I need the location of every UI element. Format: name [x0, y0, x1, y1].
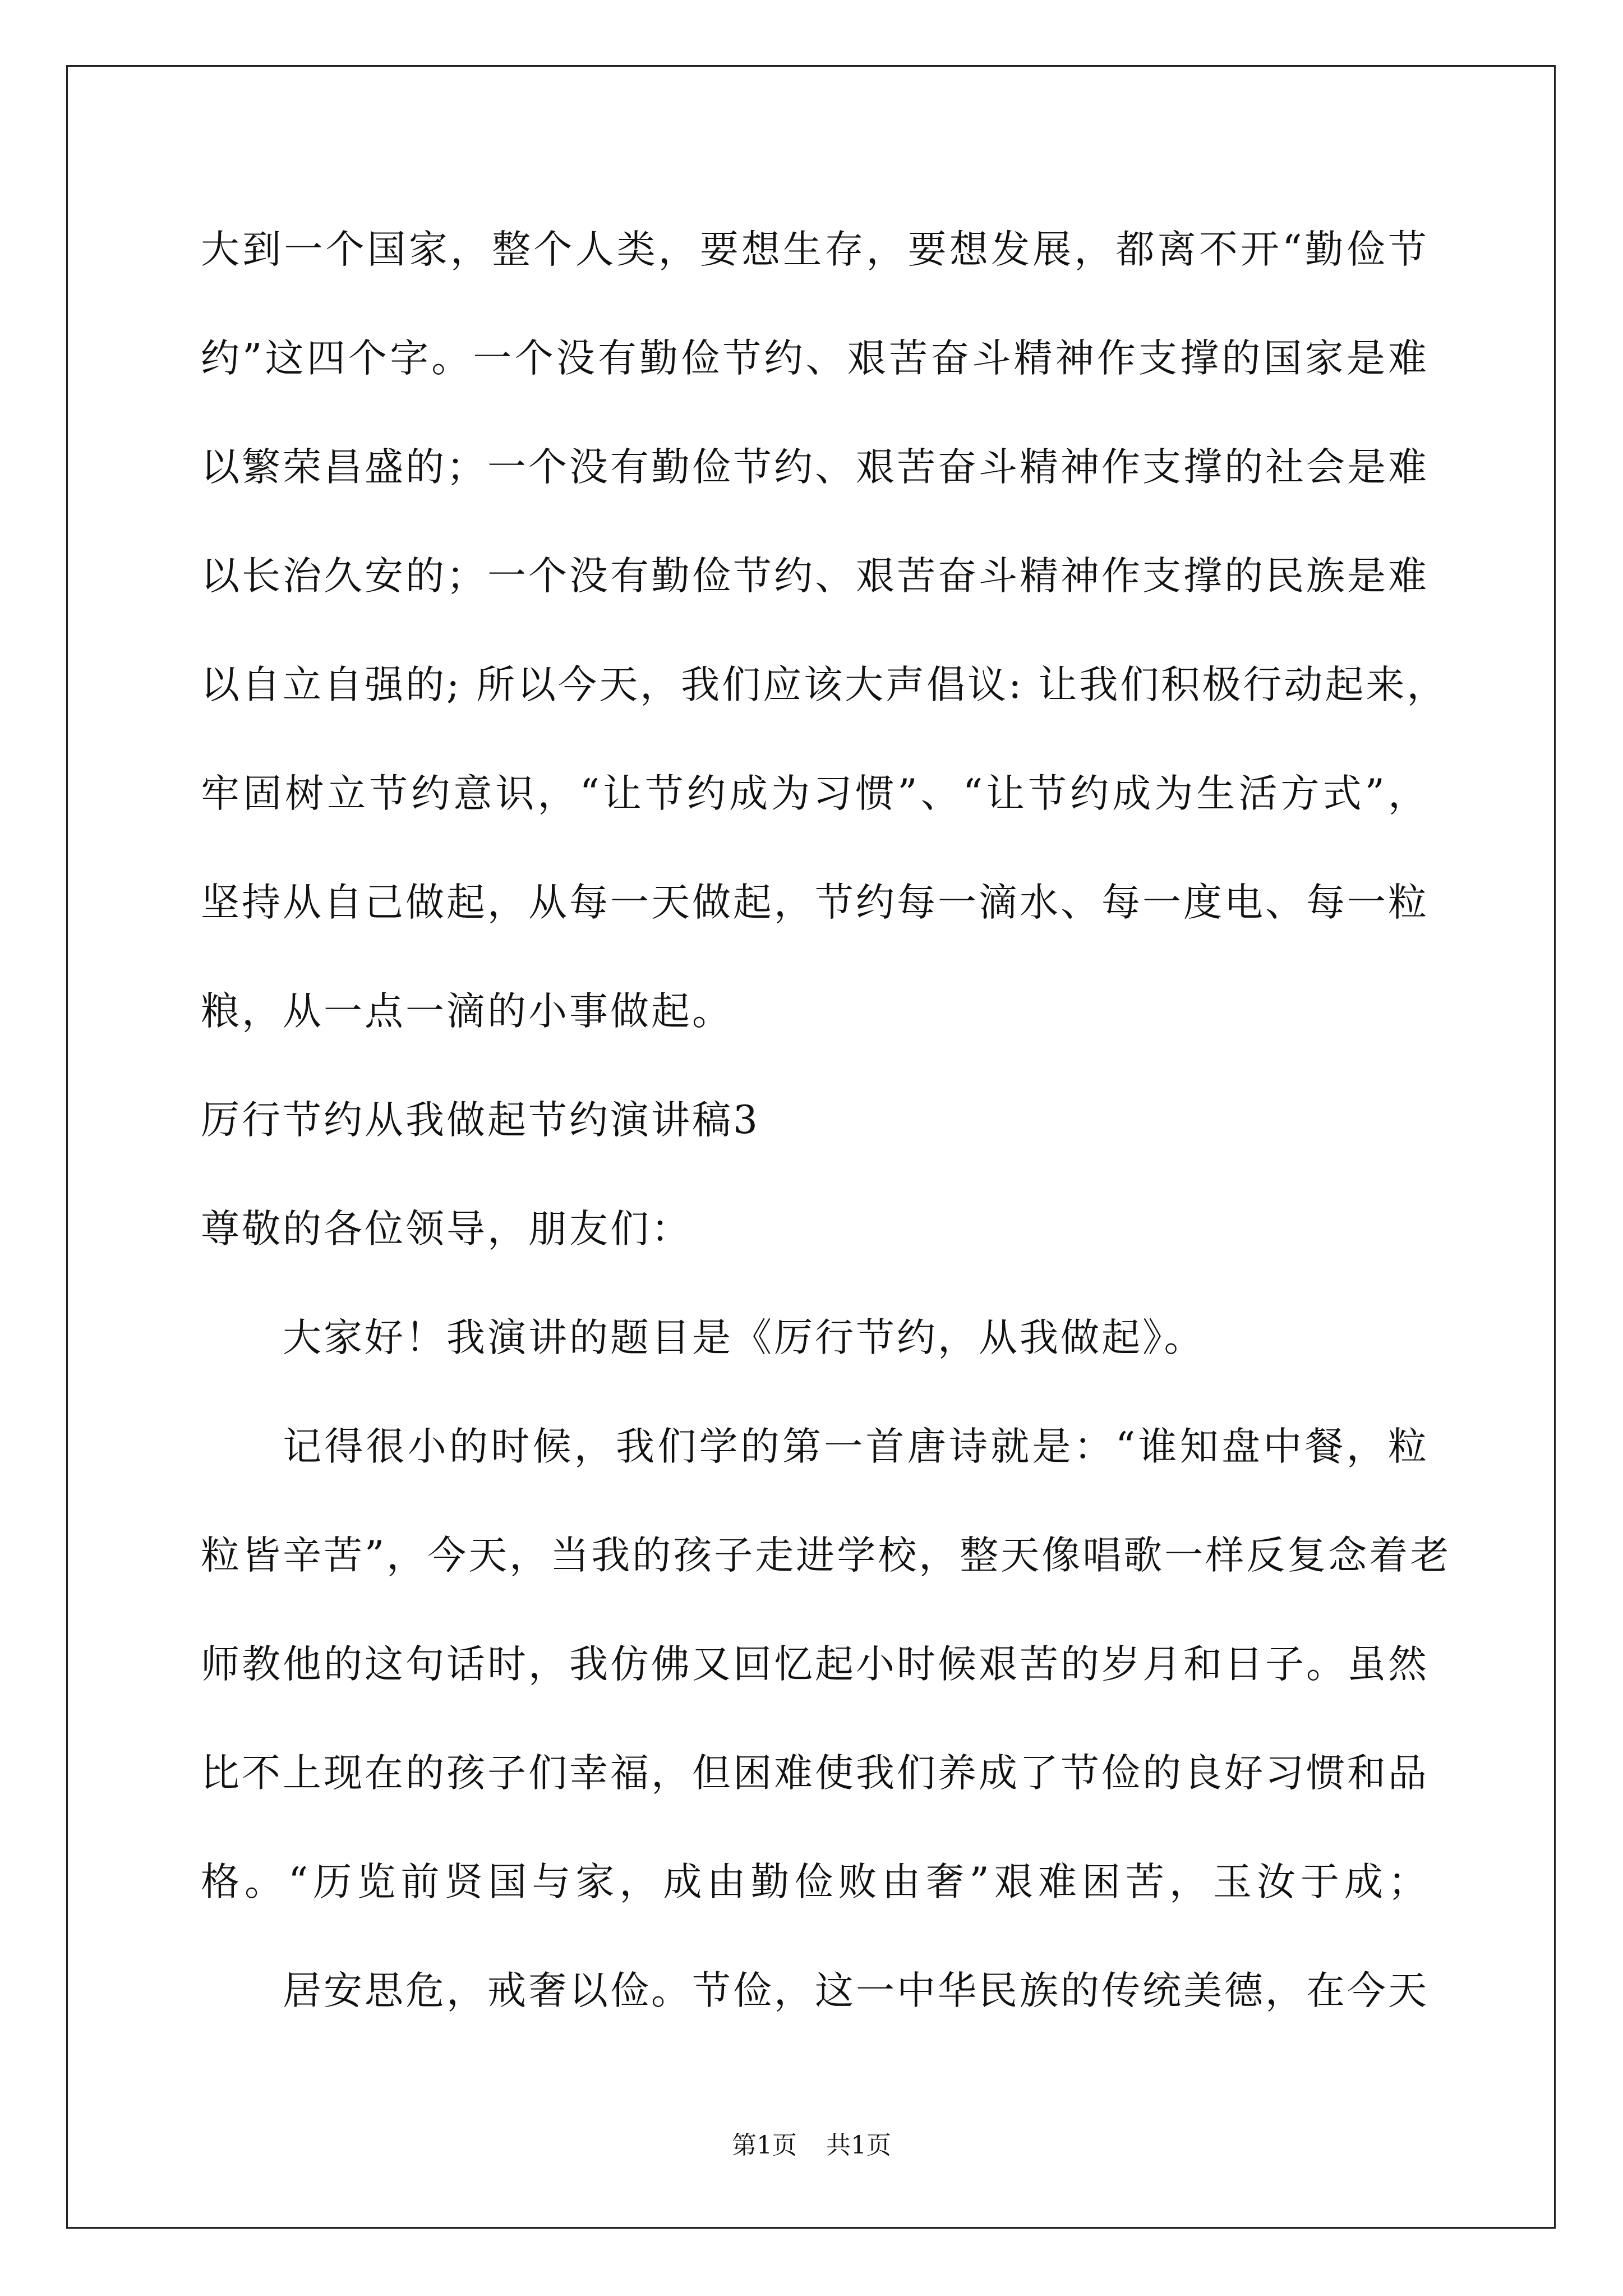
body-line: 居安思危，戒奢以俭。节俭，这一中华民族的传统美德，在今天: [283, 1968, 1429, 2013]
salutation: 尊敬的各位领导，朋友们：: [201, 1207, 692, 1251]
body-line: 大到一个国家，整个人类，要想生存，要想发展，都离不开“勤俭节: [201, 227, 1429, 272]
body-line: 比不上现在的孩子们幸福，但困难使我们养成了节俭的良好习惯和品: [201, 1751, 1429, 1796]
body-line: 约”这四个字。一个没有勤俭节约、艰苦奋斗精神作支撑的国家是难: [201, 336, 1429, 381]
body-line: 坚持从自己做起，从每一天做起，节约每一滴水、每一度电、每一粒: [201, 880, 1429, 925]
section-heading: 厉行节约从我做起节约演讲稿3: [201, 1098, 760, 1143]
body-line: 记得很小的时候，我们学的第一首唐诗就是：“谁知盘中餐，粒: [283, 1424, 1429, 1469]
page-footer: [0, 2129, 1623, 2162]
body-line: 师教他的这句话时，我仿佛又回忆起小时候艰苦的岁月和日子。虽然: [201, 1642, 1429, 1687]
body-line: 以长治久安的；一个没有勤俭节约、艰苦奋斗精神作支撑的民族是难: [201, 554, 1429, 599]
page-number-current: 第1页: [732, 2131, 797, 2160]
body-line: 以繁荣昌盛的；一个没有勤俭节约、艰苦奋斗精神作支撑的社会是难: [201, 445, 1429, 490]
body-line: 格。“历览前贤国与家，成由勤俭败由奢”艰难困苦，玉汝于成；: [201, 1860, 1429, 1904]
body-line: 粒皆辛苦”，今天，当我的孩子走进学校，整天像唱歌一样反复念着老: [201, 1533, 1451, 1578]
page-number-total: 共1页: [826, 2131, 891, 2160]
body-line: 牢固树立节约意识，“让节约成为习惯”、“让节约成为生活方式”，: [201, 771, 1429, 816]
body-line: 以自立自强的; 所以今天，我们应该大声倡议: 让我们积极行动起来，: [201, 662, 1448, 707]
body-line: 大家好！我演讲的题目是《厉行节约，从我做起》。: [283, 1315, 1205, 1360]
body-line: 粮，从一点一滴的小事做起。: [201, 989, 733, 1034]
